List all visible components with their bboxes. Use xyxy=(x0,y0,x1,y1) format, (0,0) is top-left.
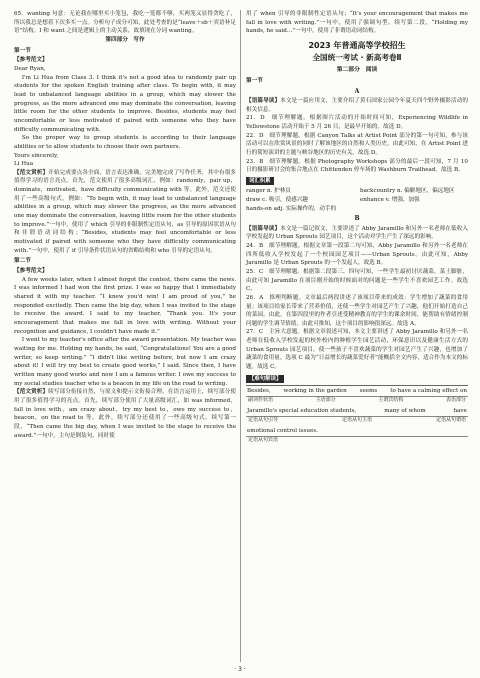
q25-answer: 25．C 细节理解题。根据第二段第三、四句可知，一些学生最初讨厌蔬菜，菜土脚脏，由此可知 Jaramillo 在项目刚开始的时候面对的问题是一些学生不喜欢园艺工作。故选 C。 xyxy=(246,268,468,293)
structure-word: working in the garden xyxy=(283,388,347,395)
vocab-item: ranger n. 护林员 xyxy=(246,188,291,195)
analysis-text-2: 续写部分衔接自然，与原文和提示文衔接合理。在语言运用上，续写部分使用了很多值得学习的亮点。首先，续写部分使用了大量高级词汇，如 was informed，fall in love with，am crazy about，try my best to，owe my success to，beacon，on the road to 等。此外，续写部分还使用了一些高级句式。续写第一段，“Then came the big day, when I was invited to the stage to receive the award.”一句中，主句是倒装句，同时使 xyxy=(14,389,236,439)
page-number: · 3 · xyxy=(234,665,246,673)
reading-part-title: 第二部分 阅读 xyxy=(336,67,378,74)
guide-a-text: 本文是一篇应用文，主要介绍了黄石国家公园今年夏天四个野外摄影活动的相关信息。 xyxy=(246,98,468,113)
structure-label: 表语部分 xyxy=(445,397,466,404)
analysis-continuation: 用了 when 引导的非限制性定语从句；“It's your encouragement that makes me fall in love with writing.”一句中，使用了强调句型。续写第二段，“Holding my hands, he said…”一句中，使用了非谓语动词结构。 xyxy=(246,11,468,35)
letter-salutation: Dear Ryan, xyxy=(14,65,46,72)
analysis-tag-2: 【范文赏析】 xyxy=(14,389,49,396)
structure-labels xyxy=(246,437,468,446)
q22-answer: 22．D 细节理解题。根据 Canyon Talks at Artist Point 部分的第一句可知，参与该活动可以在欣赏风景的同时了解该地区的自然和人类历史。由此可知，在 Artist Point 进行的简短演讲的主题与峡谷地区的历史有关。故选 D。 xyxy=(246,132,468,156)
structure-word: have xyxy=(453,408,467,415)
analysis-text-1: 开始完成要点各全面，语言表达准确，完美地完成了写作任务，其中有很多值得学习的语言亮点。首先，范文使用了很多高级词汇，例如：randomly，pair up，dominate，motivated，have difficulty communicating with 等。此外，范文还使用了一些高级句式，例如：“To begin with, it may lead to unbalanced language abilities in a group, which may slower the progress, as the more advanced one may dominate the conversation, leaving little room for the other students to improve.”一句中，使用了 which 引导的非限制性定语从句，as 引导的原因状语从句和非谓语动词结构；“Besides, students may feel uncomfortable or less motivated if paired with someone who they have difficulty communicating with.”一句中，使用了 if 引导条件状语从句的省略结构和 who 引导的定语从句。 xyxy=(14,169,236,254)
reference-tag-1: 【参考范文】 xyxy=(14,57,48,64)
structure-label: 副词作状语 xyxy=(248,397,274,404)
vocab-item: enhance v. 增强，加强 xyxy=(360,197,420,203)
story-paragraph-1: A few weeks later, when I almost forgot the contest, there came the news. I was informed I had won the first prize. I was so happy that I immediately shared it with my teacher. “I knew you'd win! I am proud of you,” he responded excitedly. Then came the big day, when I was invited to the stage to receive the award. I said to my teacher, “Thank you. It's your encouragement that makes me fall in love with writing. Without your recognition and guidance, I couldn't have made it.” xyxy=(14,276,236,335)
sentence-structure-diagram xyxy=(246,385,468,446)
q65-answer: 65．wanting 句意：无论我在哪里买小笼包，我吃一笼都不够，买两笼又显得贪吃了，所以我总是想着下次多买一点。分析句子成分可知，此处考查的是“leave＋sb＋宾语补足语”结构。I 和 want 之间是逻辑上的主动关系，故填现在分词 wanting。 xyxy=(14,11,236,35)
reading-section-1: 第一节 xyxy=(246,78,263,85)
right-column xyxy=(246,10,468,446)
left-column xyxy=(14,10,236,440)
q26-answer: 26．A 推理判断题。文章最后两段讲述了该项目带来的成效：学生增加了蔬菜的食用量；该项目给家长带来了营养价值，还使一些学生对园艺产生了兴趣，他们开始打造自己的菜园。由此，在第四段里的作者引述受精神教育的学生的课余时间，能帮助有情绪控制问题的学生调节情绪。由此可推知，这个项目的影响很深远。故选 A。 xyxy=(246,294,468,327)
vocab-item: backcountry n. 偏僻地区，偏远地区 xyxy=(360,188,455,195)
structure-label: 主谓宾结构 xyxy=(378,397,404,404)
writing-part-title: 第四部分 写作 xyxy=(105,36,145,43)
analysis-tag-1: 【范文赏析】 xyxy=(14,169,49,176)
structure-word: emotional control issues. xyxy=(247,428,318,435)
guide-a-tag: 【语篇导读】 xyxy=(246,98,281,105)
guide-b xyxy=(246,225,468,242)
story-paragraph-2: I went to my teacher's office after the award presentation. My teacher was waiting for me. Holding my hands, he said, “Congratulations! You are a good writer, so keep writing.” “I didn't like writing before, but now I am crazy about it! I will try my best to create good works,” I said. Since then, I have written many good works and now I am a famous writer. I owe my success to my social studies teacher who is a beacon in my life on the road to writing. xyxy=(14,337,236,387)
q27-answer: 27．C 主旨大意题。根据文章叙述可知，本文主要讲述了 Abby Jaramillo 和另外一名老师在低收入学校发起的校外校内的种植学生园艺活动，环保意识以及健康生活方式的 Urban Sprouts 园艺项目，使一些孩子不喜欢蔬菜的学生对园艺产生了兴趣，也增加了蔬菜的食用量。选项 C 最为“日益增长的蔬菜爱好者”能概括全文内容，适合作为本文的标题。故选 C。 xyxy=(246,329,468,371)
structure-row xyxy=(246,426,468,437)
column-divider xyxy=(240,10,241,662)
vocab-item: draw c. 吸引，使感兴趣 xyxy=(246,197,309,203)
q23-answer: 23．B 细节理解题。根据 Photography Workshops 部分的最后一段可知，7 月 10 日的摄影研讨会的集合地点在 Chittenden 停车场的 Washburn Trailhead。故选 B。 xyxy=(246,158,468,174)
analysis-2 xyxy=(14,388,236,440)
vocab-list xyxy=(246,187,468,213)
structure-label: 主语部分 xyxy=(315,397,336,404)
letter-closing: Yours sincerely, xyxy=(14,152,59,159)
structure-labels xyxy=(246,417,468,426)
exam-title-line2: 全国统一考试 · 新高考卷Ⅱ xyxy=(312,53,402,63)
structure-label: 定语从句引导 xyxy=(248,417,279,424)
guide-b-tag: 【语篇导读】 xyxy=(246,225,281,232)
guide-a xyxy=(246,97,468,114)
q21-answer: 21．D 细节理解题。根据图片活动的开始时间可知，Experiencing Wildlife in Yellowstone 活动开始于 5 月 26 日，是最早开始的。故选 D。 xyxy=(246,115,468,131)
structure-row xyxy=(246,406,468,417)
structure-labels xyxy=(246,397,468,406)
structure-label: 定语从句谓语 xyxy=(435,417,466,424)
letter-body-1: I'm Li Hua from Class 3. I think it's not a good idea to randomly pair up students for the spoken English training after class. To begin with, it may lead to unbalanced language abilities in a group, which may slower the progress, as the more advanced one may dominate the conversation, leaving little room for the other students to improve. Besides, students may feel uncomfortable or less motivated if paired with someone who they have difficulty communicating with. xyxy=(14,74,236,133)
vocab-item: hands-on adj. 实际操作的，动手的 xyxy=(246,205,337,212)
passage-a-label: A xyxy=(354,87,360,95)
q24-answer: 24．B 细节理解题。根据文章第一段第二句可知，Abby Jaramillo 和另外一名老师在四所低收入学校发起了一个校园园艺项目——Urban Sprouts。由此可知，Abby Jaramillo 是 Urban Sprouts 的一个发起人。故选 B。 xyxy=(246,242,468,267)
structure-label: 定语从句宾语 xyxy=(248,437,279,444)
reference-tag-2: 【参考范文】 xyxy=(14,268,48,275)
structure-word: Jaramillo's special education students, xyxy=(247,408,357,415)
vocab-item xyxy=(360,205,468,214)
letter-body-2: So the proper way to group students is according to their language abilities or to allow students to choose their own partners. xyxy=(14,135,236,150)
structure-word: many of whom xyxy=(384,408,426,415)
vocab-heading: 词汇积累 xyxy=(246,177,274,185)
structure-word: Besides, xyxy=(247,388,271,395)
structure-word: to have a calming effect on xyxy=(390,388,467,395)
structure-word: seems xyxy=(359,388,378,395)
difficult-sentence-heading: 【难句解读】 xyxy=(246,375,284,383)
structure-row xyxy=(246,386,468,397)
passage-b-label: B xyxy=(354,215,360,223)
analysis-1 xyxy=(14,169,236,256)
section-1-heading: 第一节 xyxy=(14,47,31,54)
structure-label: 定语从句主语 xyxy=(341,417,372,424)
section-2-heading: 第二节 xyxy=(14,258,31,265)
guide-b-text: 本文是一篇记叙文，主要讲述了 Abby Jaramillo 和另外一名老师在低收入学校发起的 Urban Sprouts 园艺项目，这个活动对学生产生了深远的影响。 xyxy=(246,225,468,241)
letter-signature: Li Hua xyxy=(14,161,34,168)
exam-title-line1: 2023 年普通高等学校招生 xyxy=(308,40,406,50)
